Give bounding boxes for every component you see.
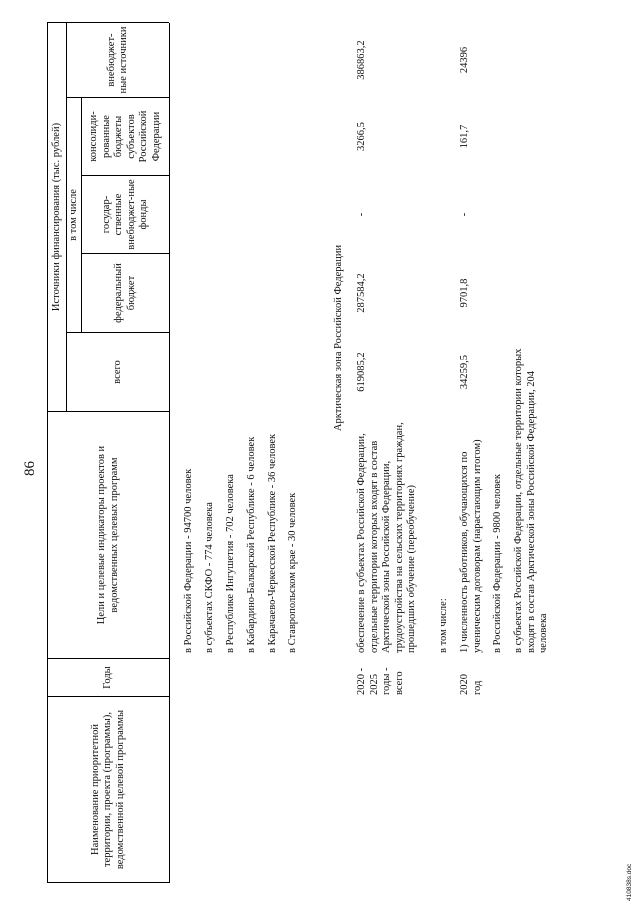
row2-line-subjects: в субъектах Российской Федерации, отдельные территории которых входят в состав Арктической зоны Российской Федерации, 204 человека (513, 348, 549, 653)
table-left-border (47, 882, 169, 883)
row2-total: 34259,5 (459, 354, 470, 390)
doc-id: 410838s.doc (626, 863, 633, 901)
row2-goal: 1) численность работников, обучающихся по ученическим договорам (нарастающим итогом) (459, 439, 483, 653)
header-state-funds: государ-ственные внебюджет-ные фонды (100, 179, 149, 250)
header-total: всего (111, 360, 123, 384)
top-line-3: в Республике Ингушетия - 702 человека (225, 474, 236, 653)
header-in-that-number: в том числе (67, 189, 79, 241)
header-funding-title: Источники финансирования (тыс. рублей) (50, 122, 62, 312)
in-that-number-label: в том числе: (438, 598, 449, 653)
row1-state-funds: - (356, 212, 367, 217)
row2-regional: 161,7 (459, 124, 470, 149)
header-name: Наименование приоритетной территории, проекта (программы), ведомственной целевой программы (89, 709, 126, 870)
top-line-5: в Карачаево-Черкесской Республике - 36 человек (267, 433, 278, 653)
section-title: Арктическая зона Российской Федерации (333, 244, 344, 432)
page-number: 86 (22, 461, 38, 476)
top-line-2: в субъектах СКФО - 774 человека (204, 502, 215, 653)
row2-federal: 9701,8 (459, 278, 470, 308)
header-bottom-border (169, 23, 170, 883)
header-years: Годы (102, 666, 114, 689)
top-line-6: в Ставропольском крае - 30 человек (287, 492, 298, 653)
row1-years: 2020 - 2025 годы - всего (356, 667, 405, 695)
row1-offbudget: 386863,2 (356, 40, 367, 80)
header-regional: консолиди-рованные бюджеты субъектов Российской Федерации (88, 110, 162, 163)
row1-goal: обеспечение в субъектах Российской Федерации, отдельные территории которых входят в состав Арктической зоны Российской Федерации, трудоустройства на сельских территориях граждан, прошедших обучение (переобучение) (356, 422, 417, 653)
row2-state-funds: - (459, 212, 470, 217)
header-goals: Цели и целевые индикаторы проектов и ведомственных целевых программ (96, 445, 120, 625)
row1-federal: 287584,2 (356, 273, 367, 313)
top-line-1: в Российской Федерации - 94700 человек (183, 468, 194, 653)
row1-regional: 3266,5 (356, 122, 367, 151)
row2-years: 2020 год (459, 674, 483, 695)
header-federal: федеральный бюджет (113, 263, 137, 323)
row2-offbudget: 24396 (459, 46, 470, 74)
row2-line-rf: в Российской Федерации - 9800 человек (492, 473, 503, 653)
top-line-4: в Кабардино-Балкарской Республике - 6 человек (246, 436, 257, 653)
row1-total: 619085,2 (356, 352, 367, 392)
header-offbudget: внебюджет-ные источники (105, 26, 129, 94)
